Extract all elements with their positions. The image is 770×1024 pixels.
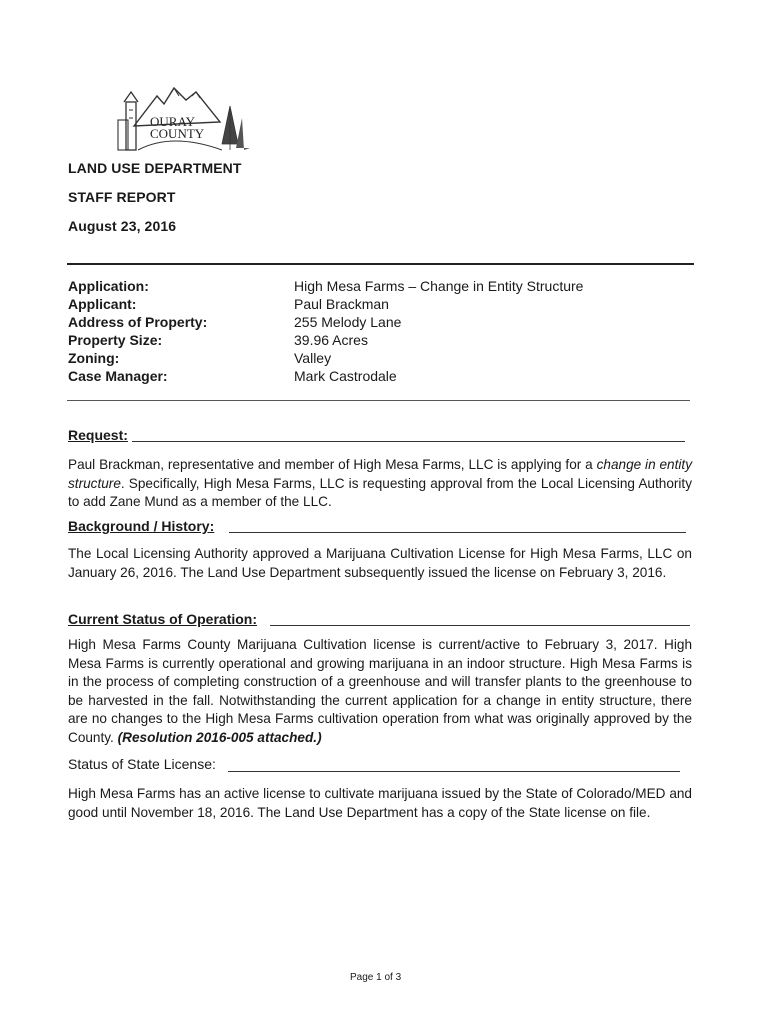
detail-row [68,313,698,331]
detail-row [68,295,698,313]
ouray-county-logo [112,78,257,152]
heading-rule [228,771,680,772]
current-status-paragraph [68,636,692,747]
background-paragraph: The Local Licensing Authority approved a Marijuana Cultivation License for High Mesa Farms, LLC on January 26, 2016. The Land Use Department subsequently issued the license on February 3, 2016. [68,546,692,580]
application-details [68,277,698,385]
detail-value: Mark Castrodale [294,368,397,384]
report-date: August 23, 2016 [68,218,177,234]
detail-row [68,367,698,385]
resolution-reference: (Resolution 2016-005 attached.) [117,729,322,745]
detail-value: 39.96 Acres [294,332,368,348]
department-title: LAND USE DEPARTMENT [68,160,242,176]
logo-line2: COUNTY [150,126,205,141]
header-divider [67,263,694,265]
current-status-text: High Mesa Farms County Marijuana Cultivation license is current/active to February 3, 2017. High Mesa Farms is currently operational and growing marijuana in an indoor structure. High Mesa Farms is in the process of completing construction of a greenhouse and will transfer plants to the greenhouse to be harvested in the fall. Notwithstanding the current application for a change in entity structure, there are no changes to the High Mesa Farms cultivation operation from what was originally approved by the County. [68,637,692,745]
detail-row [68,349,698,367]
heading-rule [229,532,686,533]
detail-label: Application: [68,278,149,294]
detail-value: High Mesa Farms – Change in Entity Structure [294,278,584,294]
background-heading: Background / History: [68,518,215,534]
request-text-a: Paul Brackman, representative and member of High Mesa Farms, LLC is applying for a [68,457,597,472]
detail-label: Case Manager: [68,368,168,384]
detail-value: Paul Brackman [294,296,389,312]
detail-row [68,331,698,349]
logo-line1: OURAY [150,114,196,129]
page-number: Page 1 of 3 [350,972,402,983]
detail-label: Address of Property: [68,314,208,330]
detail-label: Property Size: [68,332,163,348]
detail-value: Valley [294,350,332,366]
heading-rule [270,625,690,626]
detail-label: Zoning: [68,350,120,366]
detail-label: Applicant: [68,296,137,312]
details-divider [67,400,690,401]
state-license-paragraph: High Mesa Farms has an active license to cultivate marijuana issued by the State of Colorado/MED and good until November 18, 2016. The Land Use Department has a copy of the State license on file. [68,786,692,820]
request-text-b: . Specifically, High Mesa Farms, LLC is requesting approval from the Local Licensing Authority to add Zane Mund as a member of the LLC. [68,475,692,509]
heading-rule [132,441,685,442]
request-heading: Request: [68,427,128,443]
state-license-heading: Status of State License: [68,756,216,772]
report-type: STAFF REPORT [68,189,176,205]
detail-value: 255 Melody Lane [294,314,402,330]
request-paragraph [68,456,692,512]
request-text-italic: change in entity structure [68,457,692,491]
current-status-heading: Current Status of Operation: [68,611,258,627]
detail-row [68,277,698,295]
